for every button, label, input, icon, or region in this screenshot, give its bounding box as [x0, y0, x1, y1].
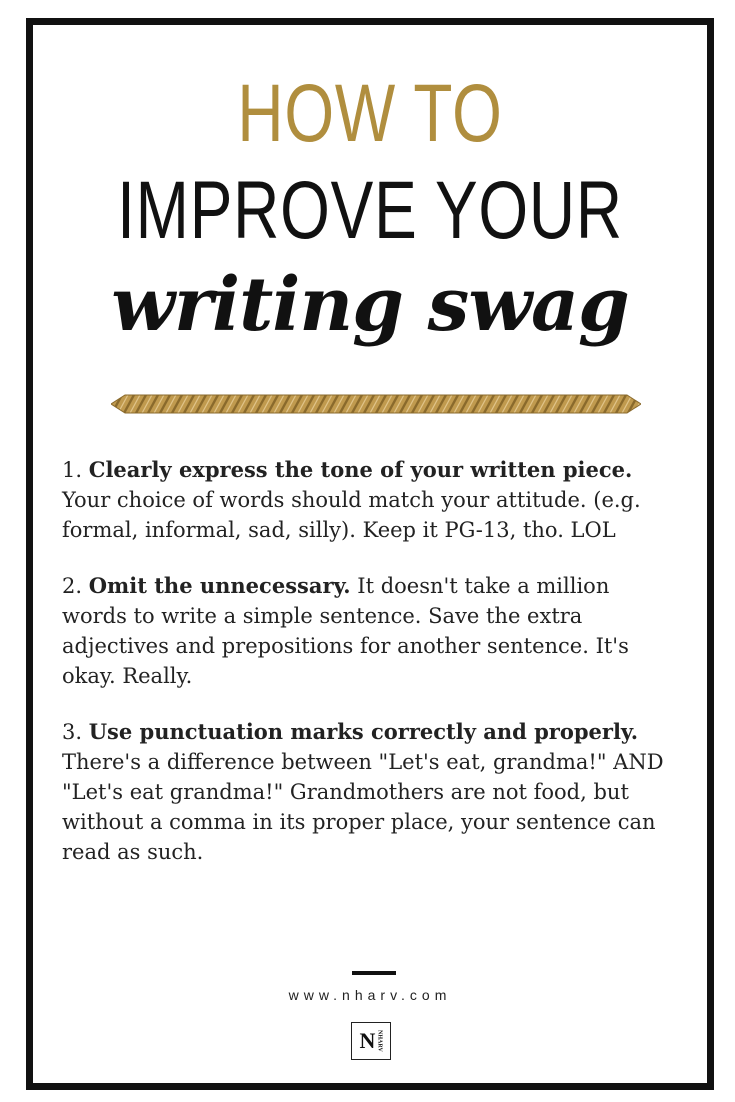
tip-item-1 [62, 455, 672, 545]
tips-list [62, 455, 672, 893]
title-improve-your: IMPROVE YOUR [117, 165, 623, 256]
poster-frame [26, 18, 714, 1090]
tip-heading: Use punctuation marks correctly and properly. [88, 719, 639, 744]
tip-heading: Omit the unnecessary. [88, 573, 351, 598]
logo-small-text: NHARV [376, 1030, 383, 1052]
website-link[interactable]: www.nharv.com [288, 987, 452, 1003]
tip-item-3 [62, 717, 672, 867]
tip-number: 3. [62, 720, 83, 744]
tip-number: 2. [62, 574, 83, 598]
tip-heading: Clearly express the tone of your written piece. [88, 457, 633, 482]
title-how-to: HOW TO [237, 68, 503, 159]
tip-body: It doesn't take a million words to write a simple sentence. Save the extra adjectives and prepositions for another sentence. It's okay. Really. [62, 574, 629, 688]
tip-body: Your choice of words should match your attitude. (e.g. formal, informal, sad, silly). Keep it PG-13, tho. LOL [62, 488, 641, 542]
brand-logo-icon [351, 1022, 391, 1060]
rope-divider-icon [111, 393, 641, 415]
footer-divider [352, 971, 396, 975]
title-writing-swag: writing swag [111, 262, 629, 348]
logo-letter: N [359, 1028, 376, 1053]
tip-body: There's a difference between "Let's eat, grandma!" AND "Let's eat grandma!" Grandmothers are not food, but without a comma in its proper place, your sentence can read as such. [62, 750, 664, 864]
tip-item-2 [62, 571, 672, 691]
tip-number: 1. [62, 458, 83, 482]
